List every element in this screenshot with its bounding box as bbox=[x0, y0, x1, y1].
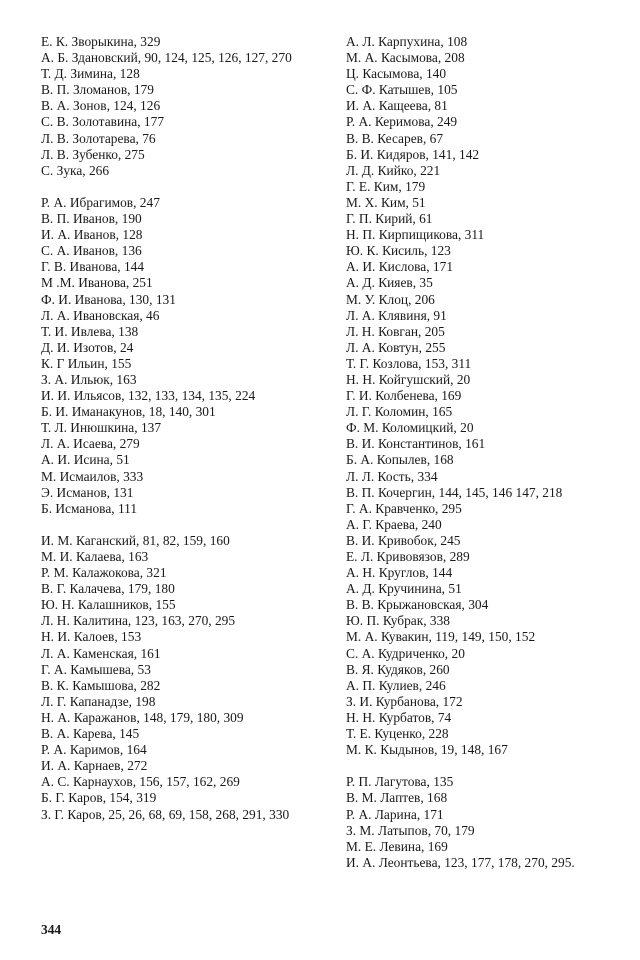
index-entry: И. А. Леонтьева, 123, 177, 178, 270, 295. bbox=[346, 854, 575, 870]
index-entry: Л. Г. Коломин, 165 bbox=[346, 404, 453, 420]
index-entry: И. А. Карнаев, 272 bbox=[41, 758, 148, 774]
index-entry: Б. А. Копылев, 168 bbox=[346, 452, 454, 468]
index-entry: С. А. Кудриченко, 20 bbox=[346, 645, 465, 661]
index-entry: Н. Н. Курбатов, 74 bbox=[346, 709, 452, 725]
index-entry: Л. В. Золотарева, 76 bbox=[41, 130, 156, 146]
right-index-column bbox=[346, 34, 616, 871]
index-entry: Р. А. Керимова, 249 bbox=[346, 114, 458, 130]
index-entry: М. И. Калаева, 163 bbox=[41, 549, 149, 564]
index-entry: С. Ф. Катышев, 105 bbox=[346, 82, 458, 98]
index-entry: Д. И. Изотов, 24 bbox=[41, 339, 134, 355]
index-entry: С. Зука, 266 bbox=[41, 162, 110, 178]
index-entry: М. У. Клоц, 206 bbox=[346, 291, 435, 307]
group-spacer bbox=[41, 517, 307, 533]
index-entry: А. Б. Здановский, 90, 124, 125, 126, 127, 270 bbox=[41, 50, 292, 66]
index-entry: Ц. Касымова, 140 bbox=[346, 66, 447, 82]
index-entry: Н. Н. Койгушский, 20 bbox=[346, 371, 471, 387]
index-entry: В. П. Иванов, 190 bbox=[41, 211, 142, 227]
index-entry: Г. В. Иванова, 144 bbox=[41, 259, 145, 275]
index-entry: Л. Г. Капанадзе, 198 bbox=[41, 693, 156, 709]
index-entry: М. К. Кыдынов, 19, 148, 167 bbox=[346, 742, 508, 758]
index-entry: С. В. Золотавина, 177 bbox=[41, 114, 165, 130]
index-entry: М. А. Касымова, 208 bbox=[346, 50, 465, 66]
index-entry: З. А. Ильюк, 163 bbox=[41, 371, 137, 387]
page-number: 344 bbox=[41, 922, 62, 937]
index-entry: В. А. Зонов, 124, 126 bbox=[41, 98, 161, 114]
index-entry: И. А. Кащеева, 81 bbox=[346, 98, 448, 114]
index-entry: В. К. Камышова, 282 bbox=[41, 677, 161, 693]
index-entry: А. Н. Круглов, 144 bbox=[346, 565, 453, 581]
index-entry: В. П. Кочергин, 144, 145, 146 147, 218 bbox=[346, 484, 563, 500]
index-entry: Г. П. Кирий, 61 bbox=[346, 211, 433, 227]
index-entry: В. П. Зломанов, 179 bbox=[41, 82, 154, 98]
index-entry: М. А. Кувакин, 119, 149, 150, 152 bbox=[346, 629, 536, 645]
index-entry: Е. К. Зворыкина, 329 bbox=[41, 34, 161, 49]
group-spacer bbox=[346, 758, 616, 774]
index-entry: Т. И. Ивлева, 138 bbox=[41, 323, 139, 339]
index-entry: Л. А. Ивановская, 46 bbox=[41, 307, 160, 323]
index-entry: В. А. Карева, 145 bbox=[41, 726, 140, 742]
index-entry: А. Л. Карпухина, 108 bbox=[346, 34, 468, 49]
index-entry: Т. Д. Зимина, 128 bbox=[41, 66, 140, 82]
index-entry: Б. И. Иманакунов, 18, 140, 301 bbox=[41, 404, 216, 420]
index-entry: А. П. Кулиев, 246 bbox=[346, 677, 446, 693]
index-entry: Ю. П. Кубрак, 338 bbox=[346, 613, 451, 629]
index-entry: Г. А. Камышева, 53 bbox=[41, 661, 151, 677]
index-entry: И. М. Каганский, 81, 82, 159, 160 bbox=[41, 532, 230, 548]
index-entry: М .М. Иванова, 251 bbox=[41, 275, 153, 291]
index-entry: Э. Исманов, 131 bbox=[41, 484, 134, 500]
index-entry: Г. И. Колбенева, 169 bbox=[346, 388, 462, 404]
index-entry: И. И. Ильясов, 132, 133, 134, 135, 224 bbox=[41, 388, 256, 404]
index-entry: И. А. Иванов, 128 bbox=[41, 227, 143, 243]
index-entry: А. И. Кислова, 171 bbox=[346, 259, 454, 275]
index-entry: Н. А. Каражанов, 148, 179, 180, 309 bbox=[41, 709, 244, 725]
index-entry: Л. Н. Калитина, 123, 163, 270, 295 bbox=[41, 613, 236, 629]
index-entry: В. В. Крыжановская, 304 bbox=[346, 597, 489, 613]
index-entry: В. И. Кривобок, 245 bbox=[346, 532, 461, 548]
index-entry: Ф. И. Иванова, 130, 131 bbox=[41, 291, 176, 307]
index-entry: А. С. Карнаухов, 156, 157, 162, 269 bbox=[41, 774, 240, 790]
index-entry: Л. В. Зубенко, 275 bbox=[41, 146, 145, 162]
index-entry: Л. Л. Кость, 334 bbox=[346, 468, 438, 484]
index-entry: Б. Исманова, 111 bbox=[41, 500, 138, 516]
index-entry: Т. Е. Куценко, 228 bbox=[346, 726, 449, 742]
index-entry: З. И. Курбанова, 172 bbox=[346, 693, 463, 709]
index-entry: Б. И. Кидяров, 141, 142 bbox=[346, 146, 480, 162]
index-entry: В. В. Кесарев, 67 bbox=[346, 130, 444, 146]
index-entry: Н. П. Кирпищикова, 311 bbox=[346, 227, 485, 243]
index-entry: Л. А. Каменская, 161 bbox=[41, 645, 161, 661]
index-entry: Р. А. Ибрагимов, 247 bbox=[41, 194, 160, 210]
index-entry: А. Д. Кияев, 35 bbox=[346, 275, 433, 291]
index-entry: Ю. К. Кисиль, 123 bbox=[346, 243, 451, 259]
index-entry: Р. А. Ларина, 171 bbox=[346, 806, 444, 822]
index-entry: Р. П. Лагутова, 135 bbox=[346, 774, 454, 790]
index-entry: В. Г. Калачева, 179, 180 bbox=[41, 581, 175, 597]
index-entry: Г. А. Кравченко, 295 bbox=[346, 500, 462, 516]
index-entry: Н. И. Калоев, 153 bbox=[41, 629, 142, 645]
index-entry: Т. Г. Козлова, 153, 311 bbox=[346, 355, 472, 371]
index-entry: Г. Е. Ким, 179 bbox=[346, 178, 426, 194]
index-entry: А. Д. Кручинина, 51 bbox=[346, 581, 462, 597]
index-entry: А. Г. Краева, 240 bbox=[346, 516, 442, 532]
group-spacer bbox=[41, 179, 307, 195]
index-entry: Л. А. Ковтун, 255 bbox=[346, 339, 446, 355]
index-entry: В. М. Лаптев, 168 bbox=[346, 790, 448, 806]
index-entry: З. Г. Каров, 25, 26, 68, 69, 158, 268, 291, 330 bbox=[41, 806, 290, 822]
index-entry: В. И. Константинов, 161 bbox=[346, 436, 486, 452]
index-entry: Л. А. Клявиня, 91 bbox=[346, 307, 447, 323]
index-entry: Ю. Н. Калашников, 155 bbox=[41, 597, 176, 613]
index-entry: Л. Н. Ковган, 205 bbox=[346, 323, 445, 339]
index-entry: М. Х. Ким, 51 bbox=[346, 194, 426, 210]
index-entry: Л. Д. Кийко, 221 bbox=[346, 162, 441, 178]
left-index-column bbox=[41, 34, 307, 823]
index-entry: Ф. М. Коломицкий, 20 bbox=[346, 420, 474, 436]
index-entry: Б. Г. Каров, 154, 319 bbox=[41, 790, 157, 806]
index-entry: Т. Л. Инюшкина, 137 bbox=[41, 420, 162, 436]
index-entry: С. А. Иванов, 136 bbox=[41, 243, 142, 259]
index-entry: Р. М. Калажокова, 321 bbox=[41, 565, 167, 581]
index-entry: З. М. Латыпов, 70, 179 bbox=[346, 822, 475, 838]
index-entry: В. Я. Кудяков, 260 bbox=[346, 661, 450, 677]
index-entry: К. Г Ильин, 155 bbox=[41, 355, 132, 371]
index-entry: Р. А. Каримов, 164 bbox=[41, 742, 147, 758]
index-entry: А. И. Исина, 51 bbox=[41, 452, 130, 468]
index-entry: М. Е. Левина, 169 bbox=[346, 838, 448, 854]
index-entry: Л. А. Исаева, 279 bbox=[41, 436, 140, 452]
index-entry: М. Исмаилов, 333 bbox=[41, 468, 144, 484]
index-entry: Е. Л. Кривовязов, 289 bbox=[346, 549, 470, 564]
